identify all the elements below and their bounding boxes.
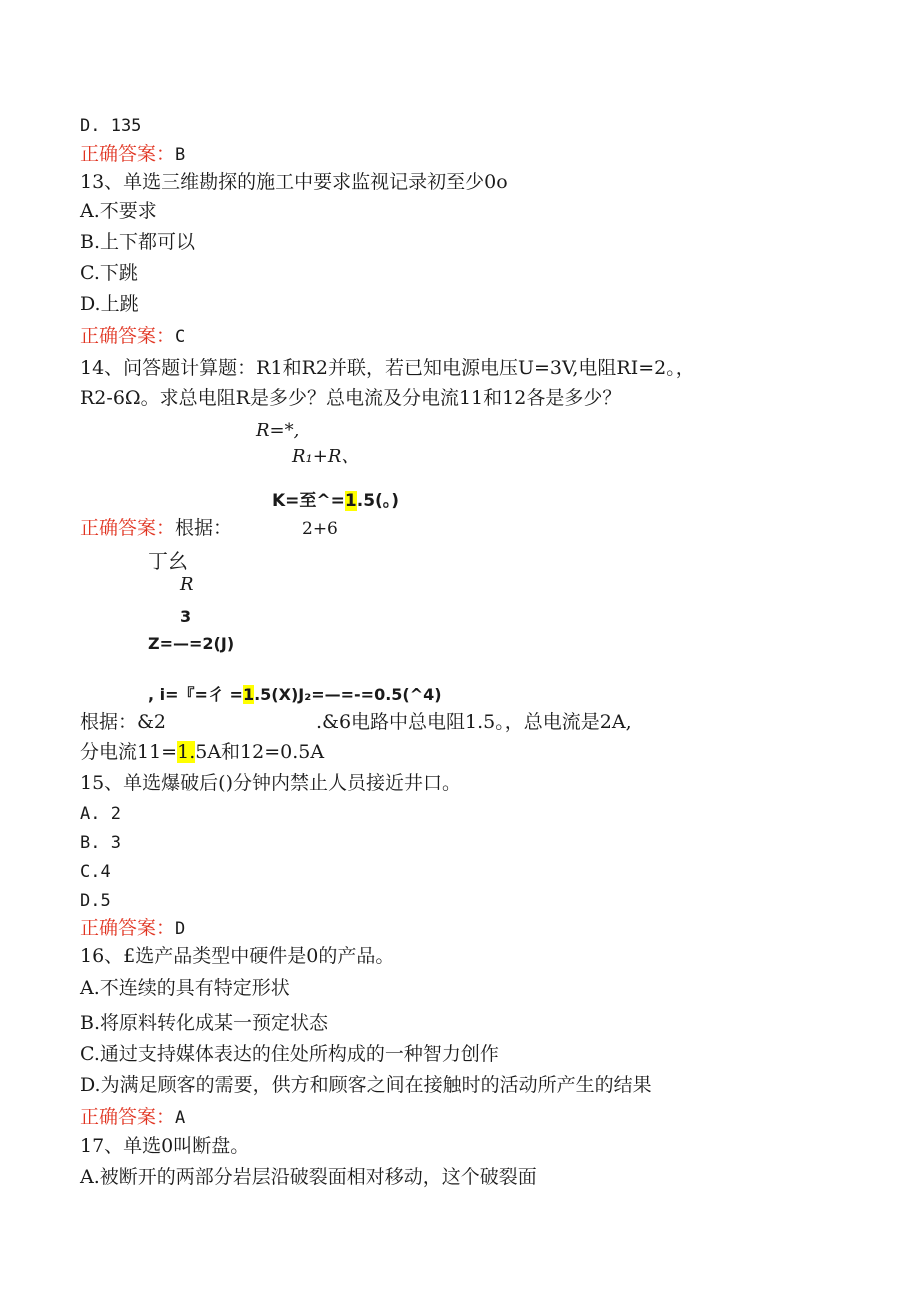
q14-stem-line2: R2-6Ω。求总电阻R是多少？总电流及分电流11和12各是多少？ [80,387,622,409]
answer-value: C [175,327,186,347]
q13-option-d: D.上跳 [80,293,139,315]
answer-value: A [175,1108,186,1128]
formula-r-single: R [180,574,194,595]
answer-text: 根据： [175,517,233,539]
formula-z: Z=—=2(J) [148,634,235,653]
q17-option-a: A.被断开的两部分岩层沿破裂面相对移动，这个破裂面 [80,1166,537,1188]
q16-answer [80,1105,185,1130]
q16-option-d: D.为满足顾客的需要，供方和顾客之间在接触时的活动所产生的结果 [80,1074,652,1096]
q14-result2: 分电流11=1.5A和12=0.5A [80,741,325,763]
q12-answer [80,142,185,167]
q16-option-b: B.将原料转化成某一预定状态 [80,1012,329,1034]
q13-option-a: A.不要求 [80,200,157,222]
formula-k: K=至^=1.5(。) [272,491,400,511]
q13-option-c: C.下跳 [80,262,138,284]
highlight: 1. [177,741,196,763]
q15-option-c: C.4 [80,862,111,882]
formula-current: , i=『=彳 =1.5(X)J₂=—=-=0.5(^4) [148,685,442,704]
q17-stem: 17、单选0叫断盘。 [80,1135,250,1157]
q15-option-a: A. 2 [80,804,121,824]
q13-answer [80,324,185,349]
formula-garbled: 丁幺 [148,549,188,573]
q16-option-c: C.通过支持媒体表达的住处所构成的一种智力创作 [80,1043,499,1065]
q14-result1-b: .&6电路中总电阻1.5。，总电流是2A, [316,711,632,733]
q15-option-d: D.5 [80,891,111,911]
answer-label: 正确答案： [80,325,176,347]
q16-option-a: A.不连续的具有特定形状 [80,977,290,999]
answer-value: B [175,145,186,165]
highlight: 1 [242,685,255,704]
q14-result1-a: 根据：&2 [80,711,167,733]
q13-option-b: B.上下都可以 [80,231,196,253]
answer-value: D [175,919,186,939]
q15-stem: 15、单选爆破后()分钟内禁止人员接近井口。 [80,772,462,794]
formula-three: 3 [180,607,192,626]
answer-label: 正确答案： [80,1106,176,1128]
highlight: 1 [344,491,357,511]
q13-stem: 13、单选三维勘探的施工中要求监视记录初至少0o [80,171,508,193]
q15-answer [80,916,185,941]
q14-stem-line1: 14、问答题计算题：R1和R2并联，若已知电源电压U=3V,电阻RI=2。， [80,357,695,379]
formula-r: R=*, [256,420,300,441]
answer-label: 正确答案： [80,517,176,539]
q15-option-b: B. 3 [80,833,121,853]
formula-expr: 2+6 [302,519,338,539]
formula-r-sum: R₁+R、 [292,446,360,467]
answer-label: 正确答案： [80,143,176,165]
q14-answer [80,516,232,540]
q16-stem: 16、£选产品类型中硬件是0的产品。 [80,945,395,967]
answer-label: 正确答案： [80,917,176,939]
q12-option-d: D. 135 [80,116,142,136]
